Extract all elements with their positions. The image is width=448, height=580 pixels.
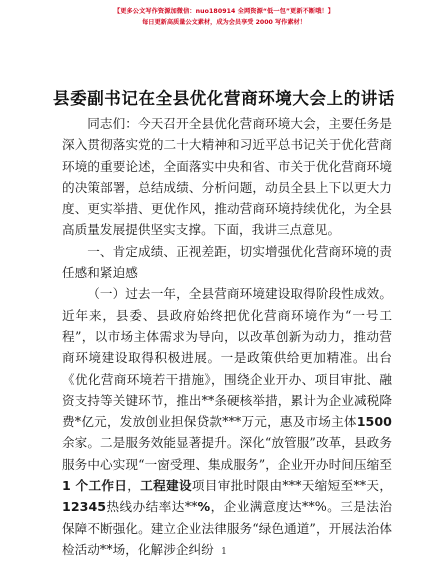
paragraph-text: （一）过去一年，全县营商环境建设取得阶段性成效。近年来，县委、县政府始终把优化营商环境作为“一号工程”，以市场主体需求为导向，以改革创新为动力，推动营商环境建设取得积极进展。一是政策供给更加精准。出台《优化营商环境若干措施》，围绕企业开办、项目审批、融资支持等关键环节，推出**条硬核举措，累计为企业减税降费*亿元，发放创业担保贷款***万元，惠及市场主体 (62, 286, 392, 430)
paragraph-text: 余家。二是服务效能显著提升。深化“放管服”改革，县政务服务中心实现“一窗受理、集成服务”，企业开办时间压缩至 (62, 435, 392, 472)
promo-banner-line-2[interactable]: 每日更新高质量公文素材，成为会员享受 2000 写作素材！ (142, 19, 306, 26)
document-title: 县委副书记在全县优化营商环境大会上的讲话 (53, 89, 395, 108)
paragraph-achievements (62, 283, 392, 560)
bold-number: 12345 (62, 499, 107, 515)
paragraph-text: ，企业满意度达**%。三是法治保障不断强化。建立企业法律服务“绿色通道”，开展法治体检活动**场，化解涉企纠纷 (62, 499, 393, 557)
paragraph-text: 项目审批时限由***天缩短至**天， (191, 478, 392, 494)
section-heading-1: 一、肯定成绩、正视差距，切实增强优化营商环境的责任感和紧迫感 (62, 243, 392, 281)
page-number: 1 (221, 547, 227, 557)
paragraph-text: ， (127, 478, 141, 494)
paragraph-greeting: 同志们：今天召开全县优化营商环境大会，主要任务是深入贯彻落实党的二十大精神和习近平总书记关于优化营商环境的重要论述，全面落实中央和省、市关于优化营商环境的决策部署，总结成绩、分析问题，动员全县上下以更大力度、更实举措、更优作风，推动营商环境持续优化，为全县高质量发展提供坚实支撑。下面，我讲三点意见。 (62, 116, 392, 238)
bold-number: 1500 (356, 414, 392, 430)
paragraph-text: 热线办结率达** (106, 499, 198, 515)
promo-banner-line-1[interactable]: 【更多公文写作资源加微信：nuo180914 全网资源“低一包”更新不断哦！】 (113, 8, 335, 15)
bold-number: % (197, 499, 211, 515)
bold-text: 工程建设 (140, 478, 192, 494)
document-body (62, 113, 392, 560)
bold-number: 1 个工作日 (62, 478, 128, 494)
